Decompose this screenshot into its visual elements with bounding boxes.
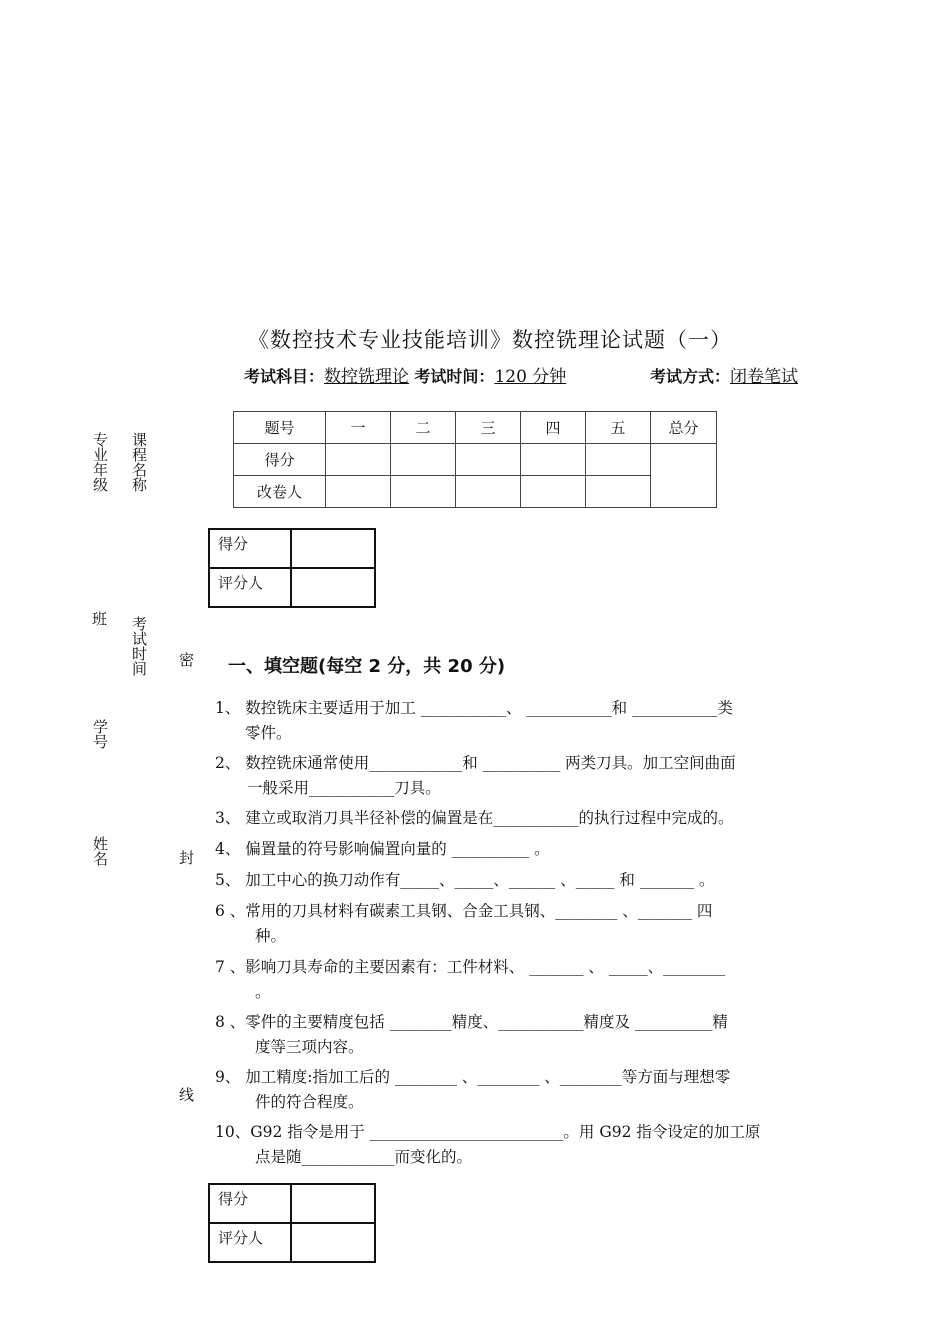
grader-cell[interactable] bbox=[391, 476, 456, 508]
seal-mi: 密 bbox=[179, 651, 195, 669]
question-line: 8 、零件的主要精度包括 ________精度、___________精度及 __________精 bbox=[215, 1013, 728, 1031]
question-8 bbox=[215, 1010, 790, 1060]
question-line: 6 、常用的刀具材料有碳素工具钢、合金工具钢、________ 、_______ 四 bbox=[215, 902, 713, 920]
mode-label: 考试方式： bbox=[650, 367, 731, 386]
grader-box-bottom bbox=[208, 1183, 376, 1263]
grader-cell[interactable] bbox=[521, 476, 586, 508]
question-5 bbox=[215, 868, 790, 893]
grader-input-cell[interactable] bbox=[291, 568, 375, 607]
question-line: 2、 数控铣床通常使用____________和 __________ 两类刀具。加工空间曲面 bbox=[215, 754, 736, 772]
header-cell: 二 bbox=[391, 412, 456, 444]
header-cell: 题号 bbox=[234, 412, 326, 444]
subject-label: 考试科目： bbox=[244, 367, 325, 386]
score-label: 得分 bbox=[209, 1184, 291, 1223]
question-9 bbox=[215, 1065, 790, 1115]
seal-xian: 线 bbox=[179, 1086, 195, 1104]
mode-value: 闭卷笔试 bbox=[730, 367, 799, 387]
grader-cell[interactable] bbox=[586, 476, 651, 508]
name-label: 姓名 bbox=[91, 836, 109, 866]
question-line: 4、 偏置量的符号影响偏置向量的 __________ 。 bbox=[215, 840, 550, 858]
grader-row bbox=[234, 476, 717, 508]
question-10 bbox=[215, 1120, 790, 1170]
header-cell: 一 bbox=[326, 412, 391, 444]
exam-mode bbox=[650, 362, 798, 387]
question-line: 10、G92 指令是用于 _________________________。用 G92 指令设定的加工原 bbox=[215, 1123, 761, 1141]
grader-label: 评分人 bbox=[209, 568, 291, 607]
score-cell[interactable] bbox=[521, 444, 586, 476]
grader-input-cell[interactable] bbox=[291, 1223, 375, 1262]
score-input-cell[interactable] bbox=[291, 1184, 375, 1223]
question-line: 一般采用___________刀具。 bbox=[247, 779, 441, 797]
exam-title: 《数控技术专业技能培训》数控铣理论试题（一） bbox=[248, 328, 732, 352]
question-3 bbox=[215, 806, 790, 831]
score-row bbox=[234, 444, 717, 476]
student-id-label: 学号 bbox=[91, 719, 109, 749]
question-1 bbox=[215, 696, 790, 746]
grader-label: 评分人 bbox=[209, 1223, 291, 1262]
question-4 bbox=[215, 837, 790, 862]
question-2 bbox=[215, 751, 790, 801]
question-line: 零件。 bbox=[245, 724, 292, 742]
question-6 bbox=[215, 899, 790, 949]
header-cell: 五 bbox=[586, 412, 651, 444]
score-header-row bbox=[234, 412, 717, 444]
header-cell: 总分 bbox=[651, 412, 717, 444]
question-line: 1、 数控铣床主要适用于加工 ___________、 ___________和 ___________类 bbox=[215, 699, 733, 717]
score-cell[interactable] bbox=[586, 444, 651, 476]
question-line: 点是随____________而变化的。 bbox=[255, 1148, 473, 1166]
row-label: 得分 bbox=[234, 444, 326, 476]
question-line: 件的符合程度。 bbox=[255, 1093, 364, 1111]
subject-value: 数控铣理论 bbox=[324, 367, 410, 387]
exam-info-line bbox=[244, 362, 566, 387]
course-name-label: 课程名称 bbox=[130, 432, 148, 492]
grader-cell[interactable] bbox=[456, 476, 521, 508]
major-grade-label: 专业年级 bbox=[91, 432, 109, 492]
grader-cell[interactable] bbox=[326, 476, 391, 508]
score-cell[interactable] bbox=[391, 444, 456, 476]
header-cell: 三 bbox=[456, 412, 521, 444]
score-table bbox=[233, 411, 717, 508]
score-input-cell[interactable] bbox=[291, 529, 375, 568]
question-line: 5、 加工中心的换刀动作有_____、_____、______ 、_____ 和 _______ 。 bbox=[215, 871, 715, 889]
header-cell: 四 bbox=[521, 412, 586, 444]
score-cell[interactable] bbox=[456, 444, 521, 476]
question-line: 3、 建立或取消刀具半径补偿的偏置是在___________的执行过程中完成的。 bbox=[215, 809, 734, 827]
row-label: 改卷人 bbox=[234, 476, 326, 508]
question-line: 9、 加工精度:指加工后的 ________ 、________ 、________等方面与理想零 bbox=[215, 1068, 731, 1086]
question-line: 7 、影响刀具寿命的主要因素有：工件材料、 _______ 、 _____、________ bbox=[215, 958, 726, 976]
score-cell[interactable] bbox=[326, 444, 391, 476]
exam-time-label: 考试时间 bbox=[130, 616, 148, 676]
class-label: 班 bbox=[92, 610, 108, 628]
question-line: 度等三项内容。 bbox=[255, 1038, 364, 1056]
total-score-cell[interactable] bbox=[651, 444, 717, 508]
question-7 bbox=[215, 955, 790, 1005]
seal-feng: 封 bbox=[179, 849, 195, 867]
time-value: 120 分钟 bbox=[494, 367, 567, 387]
question-line: 。 bbox=[255, 983, 271, 1001]
question-line: 种。 bbox=[255, 927, 287, 945]
grader-box-top bbox=[208, 528, 376, 608]
section-title: 一、填空题(每空 2 分，共 20 分) bbox=[228, 656, 506, 677]
score-label: 得分 bbox=[209, 529, 291, 568]
time-label: 考试时间： bbox=[414, 367, 495, 386]
